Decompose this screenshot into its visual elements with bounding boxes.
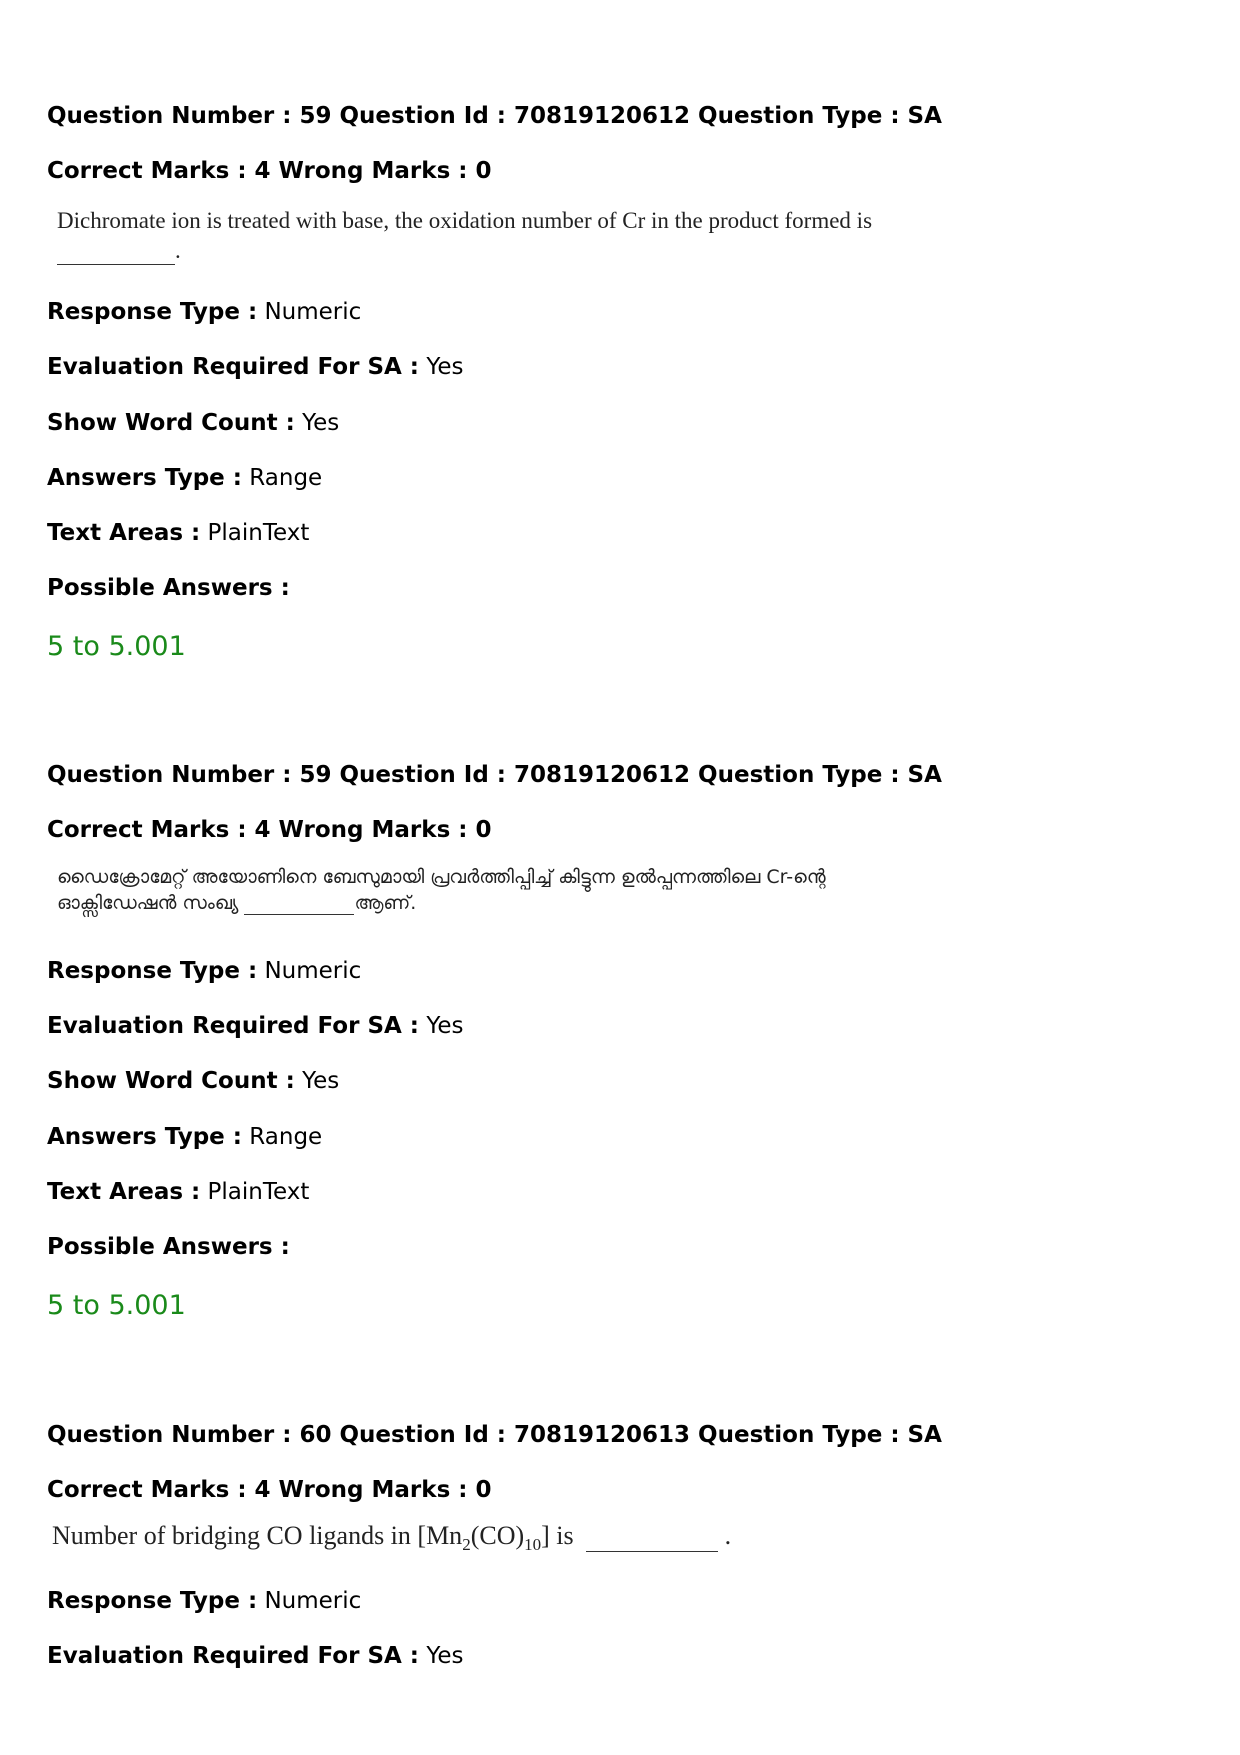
answer-blank: [586, 1521, 718, 1552]
field-evaluation-required: [47, 1011, 463, 1041]
field-value: Yes: [426, 354, 464, 380]
field-text-areas: [47, 1177, 309, 1207]
question-text-line: [57, 238, 872, 265]
question-text-start: ഓക്സിഡേഷൻ സംഖ്യ: [57, 892, 239, 914]
question-marks: Correct Marks : 4 Wrong Marks : 0: [47, 817, 492, 843]
field-label: Text Areas :: [47, 1179, 201, 1205]
field-response-type: [47, 297, 361, 327]
field-label: Evaluation Required For SA :: [47, 354, 420, 380]
field-value: Numeric: [264, 1588, 362, 1614]
possible-answers-label: Possible Answers :: [47, 575, 290, 601]
field-value: Yes: [426, 1643, 464, 1669]
field-text-areas: [47, 518, 309, 548]
possible-answer: 5 to 5.001: [47, 1290, 186, 1321]
field-value: Yes: [302, 410, 340, 436]
question-marks: Correct Marks : 4 Wrong Marks : 0: [47, 1477, 492, 1503]
field-show-word-count: [47, 408, 339, 438]
field-value: Yes: [426, 1013, 464, 1039]
field-evaluation-required: [47, 352, 463, 382]
field-value: Numeric: [264, 299, 362, 325]
question-text-end: ആണ്.: [354, 892, 417, 914]
field-answers-type: [47, 1122, 322, 1152]
field-label: Response Type :: [47, 1588, 258, 1614]
question-header: Question Number : 59 Question Id : 70819120612 Question Type : SA: [47, 762, 942, 788]
field-value: Yes: [302, 1068, 340, 1094]
question-text-end: .: [175, 238, 181, 263]
field-show-word-count: [47, 1066, 339, 1096]
field-label: Evaluation Required For SA :: [47, 1643, 420, 1669]
field-label: Show Word Count :: [47, 410, 295, 436]
field-value: PlainText: [207, 520, 310, 546]
question-text-mid: (CO): [470, 1521, 525, 1550]
answer-blank: [57, 238, 175, 265]
field-label: Response Type :: [47, 299, 258, 325]
question-text: [52, 1521, 731, 1555]
question-text-prefix: Number of bridging CO ligands in [Mn: [52, 1521, 463, 1550]
field-answers-type: [47, 463, 322, 493]
question-marks: Correct Marks : 4 Wrong Marks : 0: [47, 158, 492, 184]
field-value: Range: [249, 465, 323, 491]
field-label: Evaluation Required For SA :: [47, 1013, 420, 1039]
possible-answer: 5 to 5.001: [47, 631, 186, 662]
field-label: Show Word Count :: [47, 1068, 295, 1094]
question-text-end: .: [724, 1521, 732, 1550]
answer-blank: [244, 892, 354, 915]
question-header: Question Number : 60 Question Id : 70819120613 Question Type : SA: [47, 1422, 942, 1448]
possible-answers-label: Possible Answers :: [47, 1234, 290, 1260]
question-text-line: [57, 892, 826, 915]
field-evaluation-required: [47, 1641, 463, 1671]
field-value: Range: [249, 1124, 323, 1150]
question-text-suffix: ] is: [541, 1521, 574, 1550]
question-text: [57, 208, 872, 265]
question-text-line: ഡൈക്രോമേറ്റ് അയോണിനെ ബേസുമായി പ്രവർത്തിപ്പിച്ച് കിട്ടുന്ന ഉൽപ്പന്നത്തിലെ Cr-ന്റെ: [57, 866, 826, 888]
field-label: Response Type :: [47, 958, 258, 984]
field-value: Numeric: [264, 958, 362, 984]
field-response-type: [47, 1586, 361, 1616]
field-label: Text Areas :: [47, 520, 201, 546]
field-response-type: [47, 956, 361, 986]
question-text: [57, 866, 826, 915]
question-header: Question Number : 59 Question Id : 70819120612 Question Type : SA: [47, 103, 942, 129]
field-label: Answers Type :: [47, 1124, 242, 1150]
question-text-line: Dichromate ion is treated with base, the oxidation number of Cr in the product formed is: [57, 208, 873, 233]
field-label: Answers Type :: [47, 465, 242, 491]
subscript: 2: [462, 1535, 471, 1555]
field-value: PlainText: [207, 1179, 310, 1205]
subscript: 10: [524, 1535, 542, 1555]
